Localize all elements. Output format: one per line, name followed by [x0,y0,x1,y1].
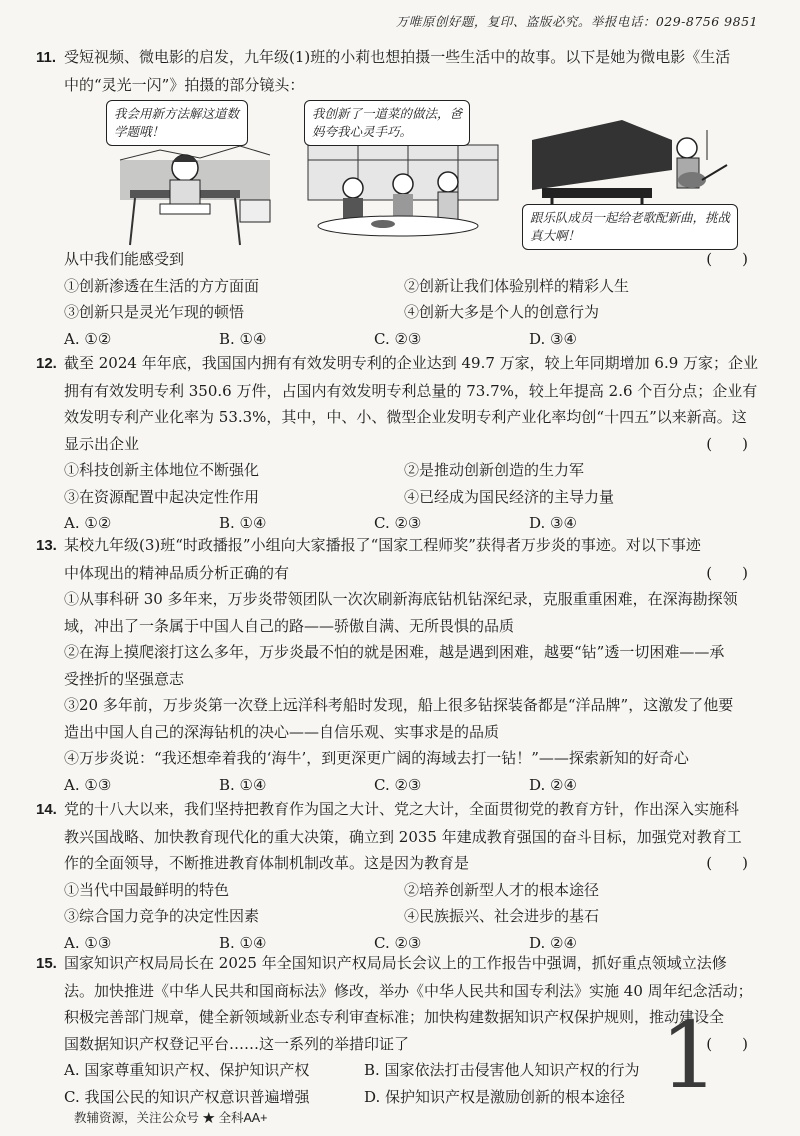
question-stem: 某校九年级(3)班“时政播报”小组向大家播报了“国家工程师奖”获得者万步炎的事迹。对以下事迹 [64,536,701,554]
question-11 [36,44,766,98]
question-14 [36,796,766,956]
statement-3: ③创新只是灵光乍现的顿悟 [64,303,245,321]
choice-b[interactable]: B. ①④ [219,514,267,532]
question-stem: 拥有有效发明专利 350.6 万件，占国内有效发明专利总量的 73.7%，较上年提高 2.6 个百分点；企业有 [64,381,758,400]
question-12 [36,350,766,537]
question-number: 11. [36,49,57,66]
choice-a[interactable]: A. ①③ [64,933,112,952]
speech-bubble: 跟乐队成员一起给老歌配新曲，挑战真大啊！ [522,204,738,250]
choice-d[interactable]: D. ③④ [529,329,577,348]
page-footer: 教辅资源，关注公众号 ★ 全科AA+ [74,1111,268,1125]
choice-a[interactable]: A. ①③ [64,775,112,794]
question-stem: 效发明专利产业化率为 53.3%，其中，中、小、微型企业发明专利产业化率均创“十四五”以来新高。这 [64,408,747,426]
choice-a[interactable]: A. ①② [64,514,112,532]
answer-bracket[interactable]: ( ) [706,434,748,453]
question-stem: 显示出企业 [64,434,140,453]
statement-1: ①当代中国最鲜明的特色 [64,880,230,899]
answer-bracket[interactable]: ( ) [706,563,748,582]
statement-4: ④万步炎说：“我还想牵着我的‘海牛’，到更深更广阔的海域去打一钻！”——探索新知的好奇心 [64,749,689,767]
choice-c[interactable]: C. ②③ [374,329,422,348]
statement-1: ①科技创新主体地位不断强化 [64,461,260,479]
choice-b[interactable]: B. ①④ [219,933,267,952]
choice-a[interactable]: A. 国家尊重知识产权、保护知识产权 [64,1061,310,1079]
answer-bracket[interactable]: ( ) [706,854,748,872]
question-11-options [36,246,766,352]
speech-bubble: 我会用新方法解这道数学题哦！ [106,100,248,146]
choice-a[interactable]: A. ①② [64,329,112,348]
statement-3: ③在资源配置中起决定性作用 [64,487,260,506]
question-stem: 积极完善部门规章，健全新领域新业态专利审查标准；加快构建数据知识产权保护规则，推动建设全 [64,1008,725,1026]
page-header: 万唯原创好题，复印、盗版必究。举报电话：029-8756 9851 [395,14,758,29]
statement-4: ④创新大多是个人的创意行为 [404,303,600,321]
choice-b[interactable]: B. ①④ [219,329,267,348]
choice-b[interactable]: B. ①④ [219,775,267,794]
comic-strip [100,100,740,250]
choice-c[interactable]: C. ②③ [374,775,422,794]
question-13 [36,532,766,798]
question-stem: 中体现出的精神品质分析正确的有 [64,563,290,582]
question-lead: 从中我们能感受到 [64,250,185,268]
page-number: 1 [660,1002,719,1109]
statement-4: ④民族振兴、社会进步的基石 [404,907,600,925]
choice-b[interactable]: B. 国家依法打击侵害他人知识产权的行为 [364,1061,640,1079]
question-stem: 教兴国战略、加快教育现代化的重大决策，确立到 2035 年建成教育强国的奋斗目标，加强党对教育工 [64,827,742,846]
question-stem: 作的全面领导，不断推进教育体制机制改革。这是因为教育是 [64,854,470,872]
question-number: 15. [36,955,57,972]
question-stem: 中的“灵光一闪”》拍摄的部分镜头： [64,75,305,94]
question-number: 13. [36,537,57,554]
choice-d[interactable]: D. ③④ [529,514,577,532]
comic-panel-music [522,100,740,250]
question-stem: 受短视频、微电影的启发，九年级(1)班的小莉也想拍摄一些生活中的故事。以下是她为微电影《生活 [64,48,731,66]
statement-1-cont: 域，冲出了一条属于中国人自己的路——骄傲自满、无所畏惧的品质 [64,616,515,635]
choice-c[interactable]: C. 我国公民的知识产权意识普遍增强 [64,1087,310,1106]
statement-2: ②培养创新型人才的根本途径 [404,880,600,899]
answer-bracket[interactable]: ( ) [706,1034,748,1053]
question-number: 14. [36,801,57,818]
statement-1: ①创新渗透在生活的方方面面 [64,276,260,295]
statement-2-cont: 受挫折的坚强意志 [64,669,185,688]
answer-bracket[interactable]: ( ) [706,250,748,268]
statement-3: ③综合国力竞争的决定性因素 [64,907,260,925]
question-stem: 法。加快推进《中华人民共和国商标法》修改，举办《中华人民共和国专利法》实施 40 周年纪念活动； [64,981,753,1000]
choice-d[interactable]: D. ②④ [529,933,577,952]
statement-4: ④已经成为国民经济的主导力量 [404,487,615,506]
comic-panel-study [100,100,280,250]
statement-2: ②在海上摸爬滚打这么多年，万步炎最不怕的就是困难，越是遇到困难，越要“钻”透一切困难——承 [64,643,725,661]
question-15 [36,950,766,1110]
choice-d[interactable]: D. 保护知识产权是激励创新的根本途径 [364,1087,626,1106]
choice-c[interactable]: C. ②③ [374,933,422,952]
statement-3: ③20 多年前，万步炎第一次登上远洋科考船时发现，船上很多钻探装备都是“洋品牌”，这激发了他要 [64,696,734,714]
choice-d[interactable]: D. ②④ [529,775,577,794]
statement-2: ②创新让我们体验别样的精彩人生 [404,276,630,295]
question-stem: 国家知识产权局局长在 2025 年全国知识产权局局长会议上的工作报告中强调，抓好重点领域立法修 [64,954,727,972]
question-stem: 国数据知识产权登记平台……这一系列的举措印证了 [64,1034,410,1053]
question-stem: 党的十八大以来，我们坚持把教育作为国之大计、党之大计，全面贯彻党的教育方针，作出深入实施科 [64,800,740,818]
choice-c[interactable]: C. ②③ [374,514,422,532]
question-number: 12. [36,355,57,372]
speech-bubble: 我创新了一道菜的做法，爸妈夸我心灵手巧。 [304,100,470,146]
comic-panel-cooking [298,100,508,250]
question-stem: 截至 2024 年年底，我国国内拥有有效发明专利的企业达到 49.7 万家，较上年同期增加 6.9 万家；企业 [64,354,759,372]
statement-3-cont: 造出中国人自己的深海钻机的决心——自信乐观、实事求是的品质 [64,722,500,741]
statement-1: ①从事科研 30 多年来，万步炎带领团队一次次刷新海底钻机钻深纪录，克服重重困难，在深海勘探领 [64,590,738,608]
statement-2: ②是推动创新创造的生力军 [404,461,585,479]
